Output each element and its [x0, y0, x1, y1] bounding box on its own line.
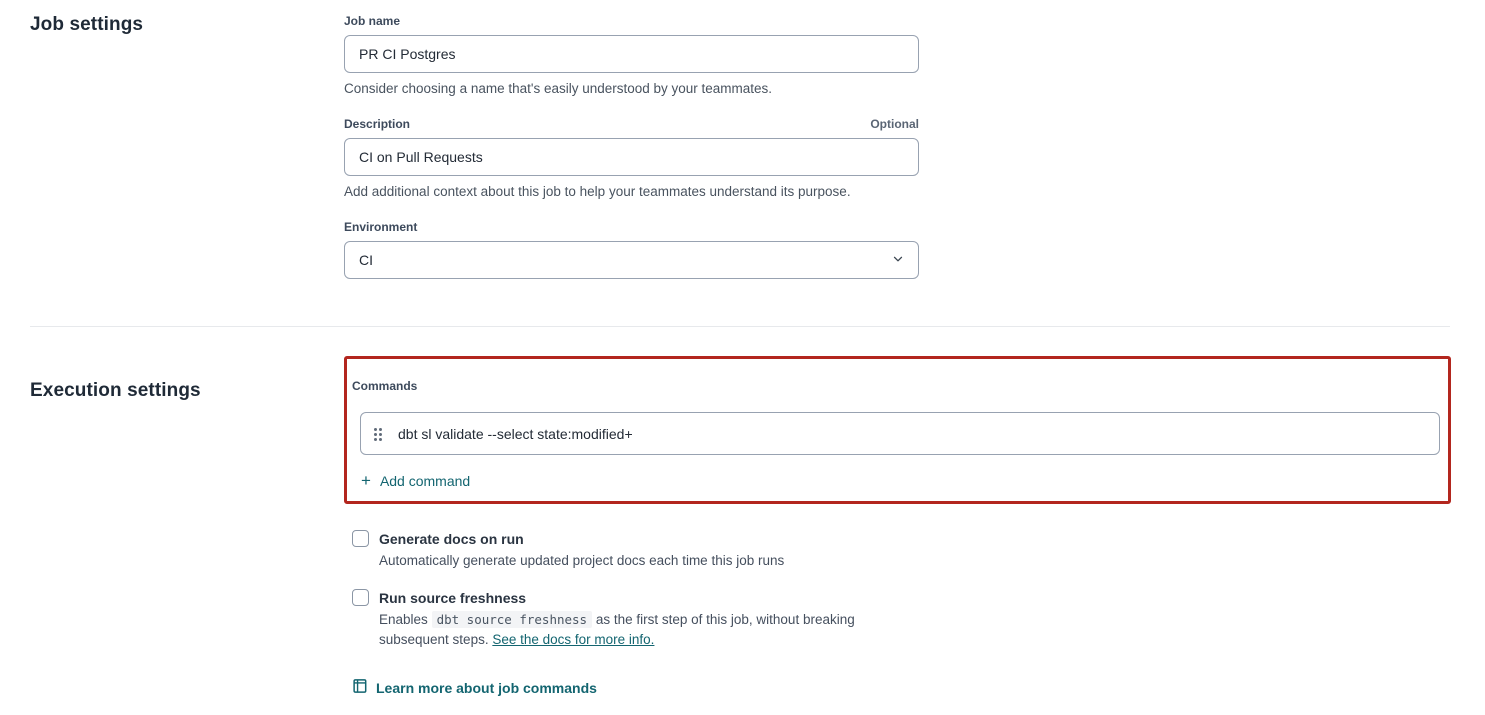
description-input[interactable] [344, 138, 919, 176]
execution-settings-heading: Execution settings [30, 380, 201, 401]
description-optional-badge: Optional [870, 117, 919, 131]
job-name-label: Job name [344, 14, 401, 28]
generate-docs-label[interactable]: Generate docs on run [379, 530, 524, 547]
generate-docs-description: Automatically generate updated project docs each time this job runs [379, 553, 785, 568]
source-freshness-label[interactable]: Run source freshness [379, 589, 527, 606]
environment-select[interactable] [344, 241, 919, 279]
drag-handle-icon[interactable] [374, 427, 383, 441]
description-field-group [344, 117, 919, 199]
docs-book-icon [353, 678, 367, 697]
execution-settings-section [0, 327, 1485, 697]
job-settings-heading-column [0, 14, 344, 279]
generate-docs-group [352, 530, 1451, 571]
source-freshness-group [352, 589, 1451, 650]
generate-docs-checkbox[interactable] [352, 530, 369, 547]
execution-settings-heading-column [0, 356, 344, 697]
job-settings-form-column [344, 14, 919, 279]
commands-label: Commands [352, 379, 418, 393]
source-freshness-description: Enables dbt source freshness as the first step of this job, without breaking subsequent steps. See the docs for more info. [379, 612, 855, 647]
description-label: Description [344, 117, 411, 131]
description-helper-text: Add additional context about this job to help your teammates understand its purpose. [344, 184, 851, 199]
command-text-input[interactable]: dbt sl validate --select state:modified+ [398, 425, 633, 442]
job-settings-section [0, 0, 1485, 279]
learn-more-link[interactable]: Learn more about job commands [353, 678, 597, 697]
environment-field-group [344, 220, 919, 279]
environment-selected-value: CI [359, 252, 373, 268]
job-name-input[interactable] [344, 35, 919, 73]
chevron-down-icon [892, 252, 904, 268]
inline-code-chip: dbt source freshness [432, 611, 593, 628]
execution-settings-form-column [344, 356, 1451, 697]
source-freshness-checkbox[interactable] [352, 589, 369, 606]
job-name-field-group [344, 14, 919, 96]
command-row[interactable] [360, 412, 1440, 455]
plus-icon: + [361, 471, 371, 490]
add-command-button[interactable]: + Add command [361, 471, 471, 490]
see-docs-link[interactable]: See the docs for more info. [492, 632, 655, 647]
job-settings-heading: Job settings [30, 14, 144, 35]
commands-highlighted-box [344, 356, 1451, 504]
job-name-helper-text: Consider choosing a name that's easily understood by your teammates. [344, 81, 773, 96]
environment-label: Environment [344, 220, 418, 234]
